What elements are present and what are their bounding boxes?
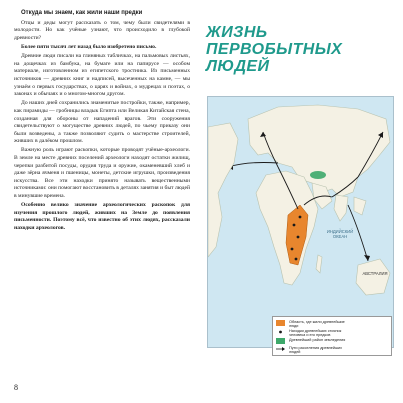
agriculture-region (310, 171, 326, 179)
section-heading: Откуда мы знаем, как жили наши предки (21, 10, 143, 16)
page-title (206, 24, 391, 75)
legend-swatch-finds (276, 329, 285, 335)
americas-landmass (208, 123, 238, 257)
legend-label: Область, где жили древнейшие люди (289, 320, 345, 329)
title-line-2: ПЕРВОБЫТНЫХ ЛЮДЕЙ (206, 41, 343, 75)
title-line-1: ЖИЗНЬ (206, 24, 268, 41)
southeast-asia-landmass (354, 197, 366, 215)
paragraph: До наших дней сохранились знаменитые постройки, также, например, как пирамиды — гробницы владык Египта или Великая Китайская стена, созданная для обороны от нападений врагов. Эти сооружения свидетельствуют о могуществе древних людей, по чьему приказу они были возведены, а также позволяют судить о мастерстве строителей, живших в далёком прошлом. (14, 100, 190, 145)
page-number: 8 (14, 383, 18, 392)
paragraph: Отцы и деды могут рассказать о том, чему были свидетелями в молодости. Но как учёные узнают, что происходило в глубокой древности? (14, 19, 190, 41)
world-map (207, 96, 394, 348)
find-marker (293, 224, 296, 227)
paragraph: Важную роль играют раскопки, которые проводят учёные-археологи. В земле на месте древних поселений археологи находят остатки жилищ, черепки разбитой посуды, орудия труда и оружие, окаменевший хлеб и даже зёрна ячменя и пшеницы, монеты, детские игрушки, произведения искусства. Все эти находки принято называть вещественными источниками: они помогают восстановить в деталях занятия и быт людей в минувшие времена. (14, 147, 190, 200)
legend-label: Находки древнейших стоянок человека и его предков (289, 329, 342, 338)
australia-label: АВСТРАЛИЯ (362, 271, 388, 276)
ocean-label: ИНДИЙСКИЙ ОКЕАН (326, 229, 354, 239)
early-humans-area (286, 205, 308, 265)
left-page-text (14, 10, 190, 380)
find-marker (291, 248, 294, 251)
find-marker (295, 258, 298, 261)
paragraph-bold: Более пяти тысяч лет назад было изобретено письмо. (21, 43, 157, 50)
india-landmass (334, 195, 348, 221)
find-marker (297, 236, 300, 239)
paragraph-bold: Особенно велико значение археологических раскопок для изучения прошлого людей, живших на Земле до появления письменности. Поэтому всё, что известно об этих людях, рассказали находки археологов. (14, 202, 190, 231)
paragraph: Древние люди писали на глиняных табличках, на пальмовых листьях, на дощечках из бамбука, на бумаге или на папирусе — особом материале, изготовленном из египетского тростника. Из письменных источников — древних книг и надписей, высеченных на камне, — мы узнаём о первых государствах, о царях и войнах, о мудрецах и поэтах, о законах и обычаях и о многом-многом другом. (14, 53, 190, 98)
find-marker (299, 216, 302, 219)
madagascar-landmass (316, 255, 322, 273)
map-graphic (208, 97, 393, 347)
legend-swatch-area (276, 320, 285, 326)
legend-label: Пути расселения древнейших людей (289, 346, 343, 355)
legend-swatch-agriculture (276, 338, 285, 344)
migration-route (228, 163, 278, 168)
map-legend (272, 316, 392, 356)
australia-landmass (356, 259, 390, 295)
legend-label: Древнейший район земледелия (289, 338, 346, 342)
arrowhead (364, 255, 370, 261)
legend-swatch-route (276, 346, 285, 352)
